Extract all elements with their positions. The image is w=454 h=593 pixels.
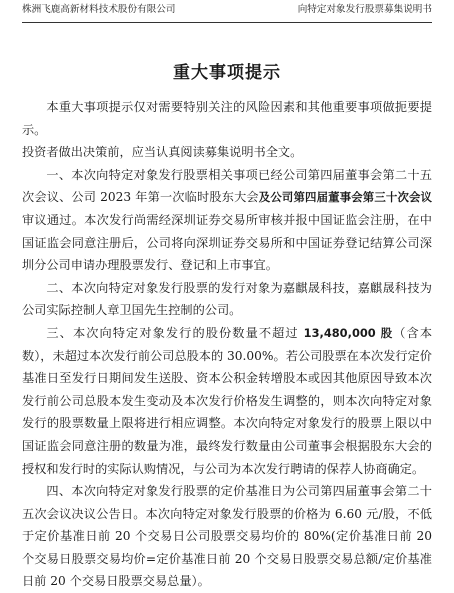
header-divider: [22, 22, 432, 23]
header-doc-name: 向特定对象发行股票募集说明书: [297, 4, 432, 15]
item-1-text-c: 审议通过。本次发行尚需经深圳证券交易所审核并报中国证监会注册，在中国证监会同意注册后，公司将向深圳证券交易所和中国证券登记结算公司深圳分公司申请办理股票发行、登记和上市事宜。: [22, 212, 432, 273]
intro-paragraph-continued: [22, 141, 432, 164]
intro-paragraph: [22, 96, 432, 141]
item-3-text-c: （含本数），未超过本次发行前公司总股本的 30.00%。若公司股票在本次发行定价基准日至发行日期间发生送股、资本公积金转增股本或因其他原因导致本次发行前公司总股本发生变动及本次发行价格发生调整的，则本次向特定对象发行的股票数量上限将进行相应调整。本次向特定对象发行的股票上限以中国证监会同意注册的数量为准，最终发行数量由公司董事会根据股东大会的授权和发行时的实际认购情况，与公司为本次发行聘请的保荐人协商确定。: [22, 325, 433, 476]
item-paragraph-1: [22, 164, 432, 277]
section-body: [22, 96, 432, 593]
page-header: [22, 0, 432, 20]
item-3-text-a: 三、本次向特定对象发行的股份数量不超过: [46, 325, 304, 340]
intro-line-1: 本重大事项提示仅对需要特别关注的风险因素和其他重要事项做扼要提示。: [22, 100, 432, 137]
item-2-text: 二、本次向特定对象发行股票的发行对象为嘉麒晟科技，嘉麒晟科技为公司实际控制人章卫国先生控制的公司。: [22, 280, 432, 318]
intro-line-2: 投资者做出决策前，应当认真阅读募集说明书全文。: [22, 145, 303, 160]
item-3-text-bold: 13,480,000 股: [303, 325, 394, 340]
item-4-text: 四、本次向特定对象发行股票的定价基准日为公司第四届董事会第二十五次会议决议公告日。本次向特定对象发行股票的价格为 6.60 元/股，不低于定价基准日前 20 个交易日公司股票交易均价的 80%(定价基准日前 20 个交易日股票交易均价=定价基准日前 20 个交易日股票交易总额/定价基准日前 20 个交易日股票交易总量）。: [22, 484, 432, 589]
item-1-text-a: 一、本次向特定对象发行股票相关事项已经公司第四届董事会第二十五次会议、公司 2023 年第一次临时股东大会: [22, 167, 432, 205]
item-paragraph-3: [22, 322, 432, 480]
item-paragraph-4: [22, 480, 432, 593]
header-company: 株洲飞鹿高新材料技术股份有限公司: [22, 4, 176, 15]
item-1-text-bold: 及公司第四届董事会第三十次会议: [258, 190, 432, 205]
item-paragraph-2: [22, 277, 432, 322]
section-title: 重大事项提示: [173, 63, 281, 83]
